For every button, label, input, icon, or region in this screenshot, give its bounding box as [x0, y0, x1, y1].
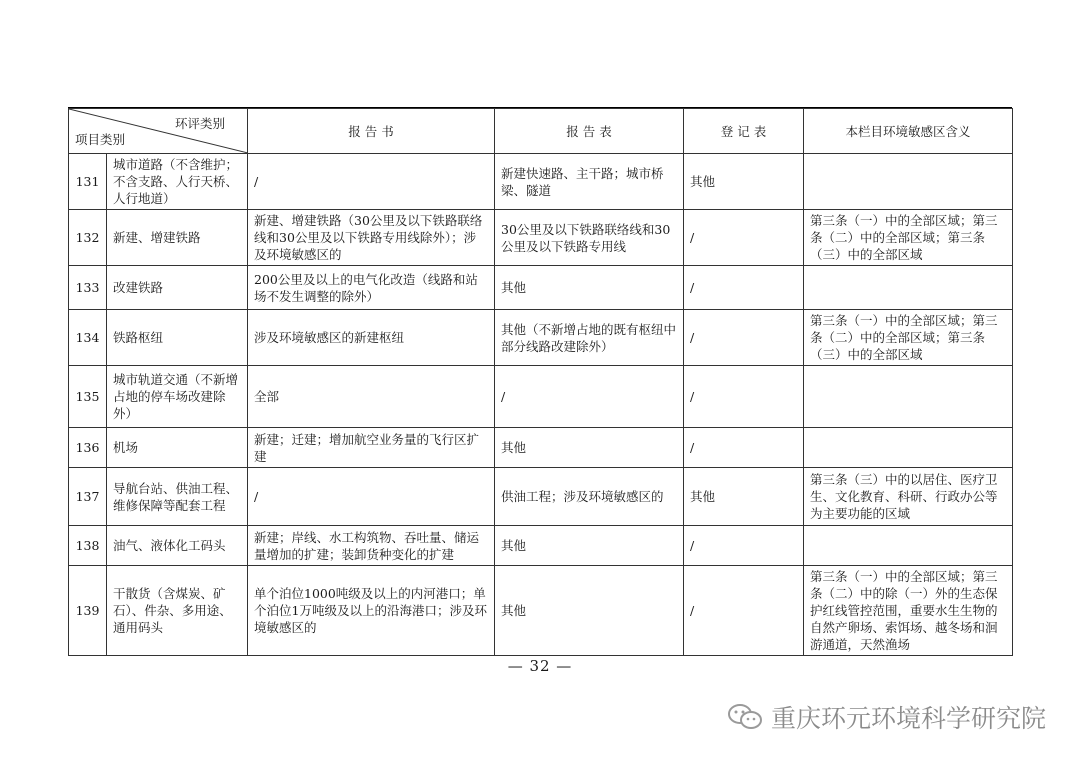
- report-form-cell: /: [495, 366, 684, 428]
- report-form-cell: 新建快速路、主干路；城市桥梁、隧道: [495, 154, 684, 210]
- sensitive-area-cell: [804, 366, 1013, 428]
- sensitive-area-cell: [804, 428, 1013, 468]
- project-category: 城市道路（不含维护；不含支路、人行天桥、人行地道）: [107, 154, 248, 210]
- report-book-cell: 单个泊位1000吨级及以上的内河港口；单个泊位1万吨级及以上的沿海港口；涉及环境敏感区的: [248, 566, 495, 656]
- row-number: 133: [69, 266, 107, 310]
- project-category: 干散货（含煤炭、矿石）、件杂、多用途、通用码头: [107, 566, 248, 656]
- row-number: 131: [69, 154, 107, 210]
- eia-category-label: 环评类别: [174, 116, 225, 131]
- table-row: [69, 366, 1013, 428]
- report-book-cell: /: [248, 468, 495, 526]
- project-category: 铁路枢纽: [107, 310, 248, 366]
- report-form-cell: 30公里及以下铁路联络线和30公里及以下铁路专用线: [495, 210, 684, 266]
- registration-cell: /: [684, 366, 804, 428]
- report-form-cell: 其他（不新增占地的既有枢纽中部分线路改建除外）: [495, 310, 684, 366]
- table-row: [69, 468, 1013, 526]
- table-row: [69, 154, 1013, 210]
- project-category-label: 项目类别: [75, 132, 126, 147]
- table-row: [69, 566, 1013, 656]
- report-book-cell: 新建；迁建；增加航空业务量的飞行区扩建: [248, 428, 495, 468]
- registration-cell: /: [684, 310, 804, 366]
- report-form-cell: 其他: [495, 526, 684, 566]
- diagonal-header-cell: [69, 109, 248, 154]
- registration-cell: 其他: [684, 154, 804, 210]
- project-category: 城市轨道交通（不新增占地的停车场改建除外）: [107, 366, 248, 428]
- wechat-watermark: [727, 699, 1046, 735]
- report-form-cell: 其他: [495, 428, 684, 468]
- sensitive-area-cell: [804, 526, 1013, 566]
- page-number: — 32 —: [507, 657, 573, 675]
- report-book-cell: /: [248, 154, 495, 210]
- project-category: 油气、液体化工码头: [107, 526, 248, 566]
- sensitive-area-cell: 第三条（一）中的全部区域；第三条（二）中的除（一）外的生态保护红线管控范围，重要水生生物的自然产卵场、索饵场、越冬场和洄游通道，天然渔场: [804, 566, 1013, 656]
- row-number: 139: [69, 566, 107, 656]
- table-row: [69, 266, 1013, 310]
- registration-cell: /: [684, 428, 804, 468]
- report-book-cell: 新建；岸线、水工构筑物、吞吐量、储运量增加的扩建；装卸货种变化的扩建: [248, 526, 495, 566]
- registration-cell: /: [684, 566, 804, 656]
- table-row: [69, 210, 1013, 266]
- row-number: 136: [69, 428, 107, 468]
- sensitive-area-cell: [804, 154, 1013, 210]
- col-registration-form: 登 记 表: [684, 109, 804, 154]
- sensitive-area-cell: 第三条（一）中的全部区域；第三条（二）中的全部区域；第三条（三）中的全部区域: [804, 210, 1013, 266]
- report-book-cell: 新建、增建铁路（30公里及以下铁路联络线和30公里及以下铁路专用线除外）；涉及环境敏感区的: [248, 210, 495, 266]
- report-form-cell: 其他: [495, 266, 684, 310]
- registration-cell: /: [684, 266, 804, 310]
- table-row: [69, 428, 1013, 468]
- row-number: 138: [69, 526, 107, 566]
- project-category: 机场: [107, 428, 248, 468]
- watermark-text: 重庆环元环境科学研究院: [770, 704, 1046, 733]
- col-sensitive-area: 本栏目环境敏感区含义: [804, 109, 1013, 154]
- row-number: 137: [69, 468, 107, 526]
- eia-classification-table: [68, 108, 1013, 656]
- sensitive-area-cell: 第三条（三）中的以居住、医疗卫生、文化教育、科研、行政办公等为主要功能的区域: [804, 468, 1013, 526]
- table-row: [69, 310, 1013, 366]
- project-category: 改建铁路: [107, 266, 248, 310]
- row-number: 134: [69, 310, 107, 366]
- registration-cell: /: [684, 526, 804, 566]
- project-category: 新建、增建铁路: [107, 210, 248, 266]
- sensitive-area-cell: [804, 266, 1013, 310]
- row-number: 132: [69, 210, 107, 266]
- registration-cell: 其他: [684, 468, 804, 526]
- report-book-cell: 全部: [248, 366, 495, 428]
- project-category: 导航台站、供油工程、维修保障等配套工程: [107, 468, 248, 526]
- report-form-cell: 其他: [495, 566, 684, 656]
- report-form-cell: 供油工程；涉及环境敏感区的: [495, 468, 684, 526]
- col-report-form: 报 告 表: [495, 109, 684, 154]
- row-number: 135: [69, 366, 107, 428]
- report-book-cell: 200公里及以上的电气化改造（线路和站场不发生调整的除外）: [248, 266, 495, 310]
- sensitive-area-cell: 第三条（一）中的全部区域；第三条（二）中的全部区域；第三条（三）中的全部区域: [804, 310, 1013, 366]
- wechat-icon: [727, 703, 763, 731]
- registration-cell: /: [684, 210, 804, 266]
- header-row: [69, 109, 1013, 154]
- report-book-cell: 涉及环境敏感区的新建枢纽: [248, 310, 495, 366]
- col-report-book: 报 告 书: [248, 109, 495, 154]
- table-row: [69, 526, 1013, 566]
